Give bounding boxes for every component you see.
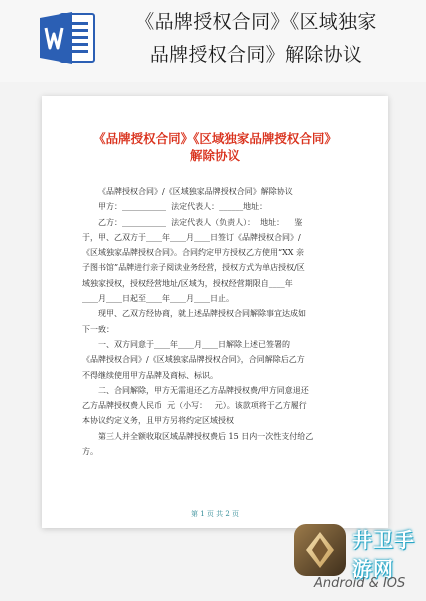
doc-line: 不得继续使用甲方品牌及商标、标识。 [82,370,218,380]
word-document-icon [38,8,98,68]
doc-line: 方。 [82,447,98,457]
doc-line: 《品牌授权合同》/《区域独家品牌授权合同》解除协议 [98,187,293,196]
doc-line: 于，甲、乙双方于____年____月____日签订《品牌授权合同》/ [82,232,301,242]
document-title [62,130,368,164]
header-title-line1: 《品牌授权合同》《区域独家 [135,11,377,33]
page-number: 第 1 页 共 2 页 [190,510,240,518]
doc-line: ____月____日起至____年____月____日止。 [82,294,234,304]
doc-line: 子图书馆”品牌进行亲子阅读业务经营，授权方式为单店授权/区 [82,263,305,273]
watermark-logo-icon [290,520,350,580]
header-banner [0,0,426,82]
doc-line: 本协议约定义务，且甲方另将约定区域授权 [82,416,234,426]
watermark-site-name: 井卫手游网 [352,528,415,581]
doc-line: 甲方：___________ 法定代表人：______地址： [98,202,268,212]
doc-line: 一、双方同意于____年____月____日解除上述已签署的 [98,339,290,349]
doc-line: 乙方品牌授权费人民币 元（小写： 元）。该款项将于乙方履行 [82,401,307,411]
document-title-line1: 《品牌授权合同》《区域独家品牌授权合同》 [93,131,337,146]
document-title-line2: 解除协议 [189,148,240,163]
doc-line: 《品牌授权合同》/《区域独家品牌授权合同》，合同解除后乙方 [82,355,305,365]
doc-line: 二、合同解除，甲方无需退还乙方品牌授权费/甲方同意退还 [98,385,309,395]
doc-line: 第三人并全额收取区域品牌授权费后 15 日内一次性支付给乙 [98,431,314,441]
doc-line: 乙方：___________ 法定代表人（负责人）： 地址： 鉴 [98,217,303,227]
header-title [106,6,406,72]
watermark-platforms: Android & IOS [314,576,406,591]
doc-line: 《区域独家品牌授权合同》。合同约定甲方授权乙方使用“XX 亲 [82,248,305,258]
doc-line: 域独家授权，授权经营地址/区域为，授权经营期限自____年 [82,278,293,288]
doc-line: 现甲、乙双方经协商，就上述品牌授权合同解除事宜达成如 [98,309,306,319]
header-title-line2: 品牌授权合同》解除协议 [149,44,363,66]
site-watermark [290,516,426,601]
doc-line: 下一致： [82,324,114,334]
document-body [82,184,350,459]
document-page [42,96,388,528]
